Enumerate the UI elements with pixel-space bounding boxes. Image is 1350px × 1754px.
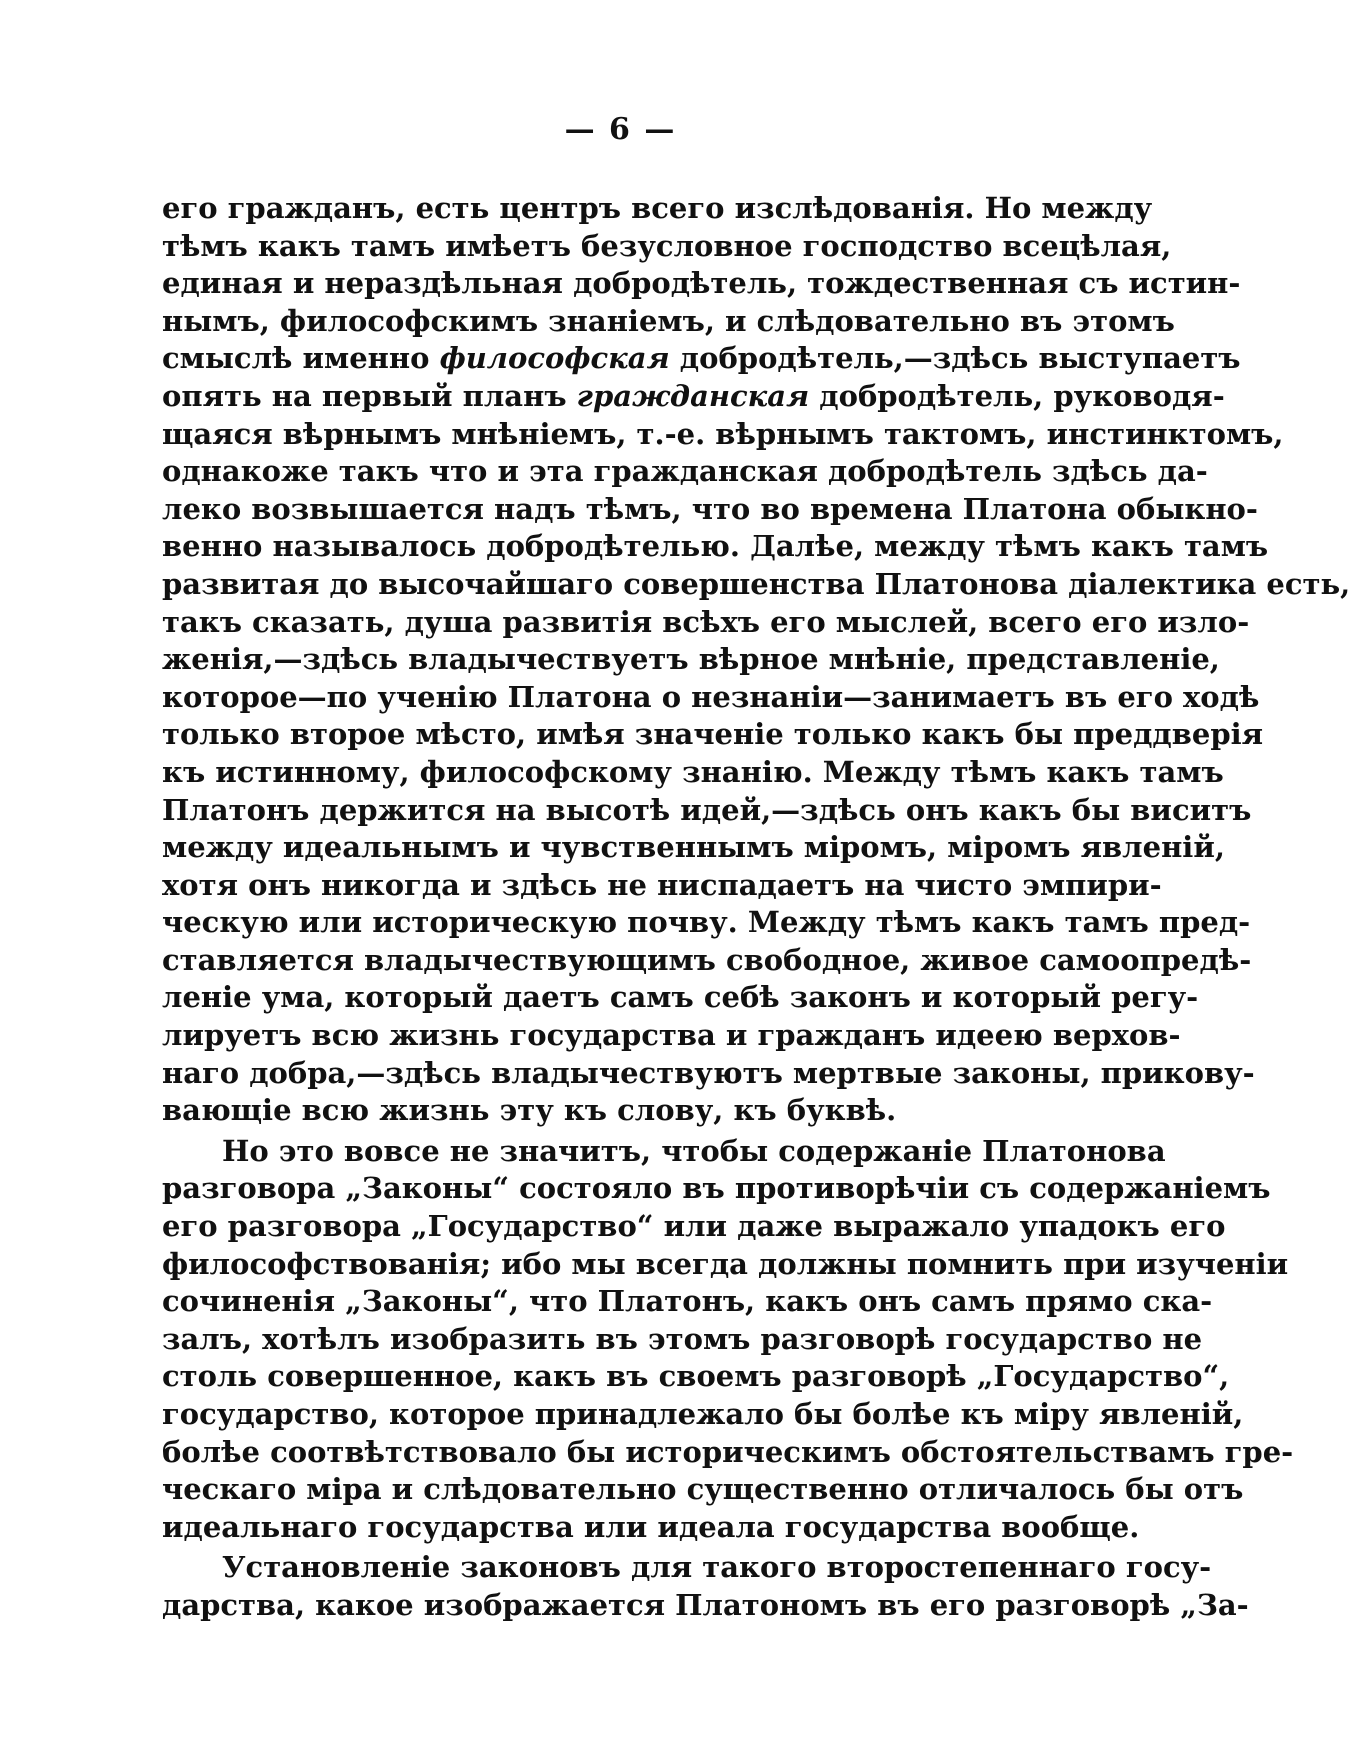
text-line: вающіе всю жизнь эту къ слову, къ буквѣ.: [162, 1093, 897, 1128]
body-text: [162, 190, 1350, 1625]
text-line: столь совершенное, какъ въ своемъ разговорѣ „Государство“,: [162, 1359, 1230, 1394]
text-line: ческаго міра и слѣдовательно существенно отличалось бы отъ: [162, 1472, 1244, 1507]
text-line: къ истинному, философскому знанію. Между тѣмъ какъ тамъ: [162, 754, 1224, 789]
text-line: развитая до высочайшаго совершенства Платонова діалектика есть,: [162, 566, 1350, 601]
text-line: между идеальнымъ и чувственнымъ міромъ, міромъ явленій,: [162, 830, 1225, 865]
text-line: женія,—здѣсь владычествуетъ вѣрное мнѣніе, представленіе,: [162, 642, 1220, 677]
text-line: его гражданъ, есть центръ всего изслѣдованія. Но между: [162, 191, 1153, 225]
emphasis: философская: [439, 341, 670, 376]
text-line: Но это вовсе не значитъ, чтобы содержаніе Платонова: [222, 1133, 1166, 1168]
text-line: болѣе соотвѣтствовало бы историческимъ обстоятельствамъ гре-: [162, 1434, 1294, 1469]
text-line: единая и нераздѣльная добродѣтель, тождественная съ истин-: [162, 266, 1241, 301]
text-line: опять на первый планъ гражданская добродѣтель, руководя-: [162, 378, 1225, 413]
text-line: философствованія; ибо мы всегда должны помнить при изученіи: [162, 1246, 1289, 1281]
text-line: идеальнаго государства или идеала государства вообще.: [162, 1509, 1140, 1544]
text-line: его разговора „Государство“ или даже выражало упадокъ его: [162, 1209, 1226, 1244]
text-line: Установленіе законовъ для такого второстепеннаго госу-: [222, 1550, 1212, 1585]
text-line: ставляется владычествующимъ свободное, живое самоопредѣ-: [162, 942, 1252, 977]
text-line: леніе ума, который даетъ самъ себѣ законъ и который регу-: [162, 980, 1199, 1015]
text-line: нымъ, философскимъ знаніемъ, и слѣдовательно въ этомъ: [162, 303, 1175, 338]
text-line: лируетъ всю жизнь государства и гражданъ идеею верхов-: [162, 1018, 1181, 1053]
text-line: наго добра,—здѣсь владычествуютъ мертвые законы, прикову-: [162, 1055, 1255, 1090]
text-line: государство, которое принадлежало бы болѣе къ міру явленій,: [162, 1397, 1244, 1431]
text-line: однакоже такъ что и эта гражданская добродѣтель здѣсь да-: [162, 454, 1208, 489]
text-line: леко возвышается надъ тѣмъ, что во времена Платона обыкно-: [162, 491, 1258, 526]
text-line: только второе мѣсто, имѣя значеніе только какъ бы преддверія: [162, 717, 1264, 752]
text-line: тѣмъ какъ тамъ имѣетъ безусловное господство всецѣлая,: [162, 228, 1172, 263]
text-line: залъ, хотѣлъ изобразить въ этомъ разговорѣ государство не: [162, 1321, 1203, 1356]
text-line: дарства, какое изображается Платономъ въ его разговорѣ „За-: [162, 1587, 1249, 1622]
text-line: щаяся вѣрнымъ мнѣніемъ, т.-е. вѣрнымъ тактомъ, инстинктомъ,: [162, 416, 1284, 451]
text-line: такъ сказать, душа развитія всѣхъ его мыслей, всего его изло-: [162, 604, 1250, 639]
text-line: которое—по ученію Платона о незнаніи—занимаетъ въ его ходѣ: [162, 679, 1260, 714]
emphasis: гражданская: [576, 378, 810, 413]
text-line: разговора „Законы“ состояло въ противорѣчіи съ содержаніемъ: [162, 1171, 1271, 1206]
text-line: Платонъ держится на высотѣ идей,—здѣсь онъ какъ бы виситъ: [162, 792, 1252, 827]
text-line: смыслѣ именно философская добродѣтель,—здѣсь выступаетъ: [162, 341, 1241, 376]
text-line: сочиненія „Законы“, что Платонъ, какъ онъ самъ прямо ска-: [162, 1284, 1213, 1319]
text-line: ческую или историческую почву. Между тѣмъ какъ тамъ пред-: [162, 905, 1251, 940]
text-line: хотя онъ никогда и здѣсь не ниспадаетъ на чисто эмпири-: [162, 867, 1162, 902]
text-line: венно называлось добродѣтелью. Далѣе, между тѣмъ какъ тамъ: [162, 529, 1269, 564]
page-number: — 6 —: [564, 112, 677, 147]
